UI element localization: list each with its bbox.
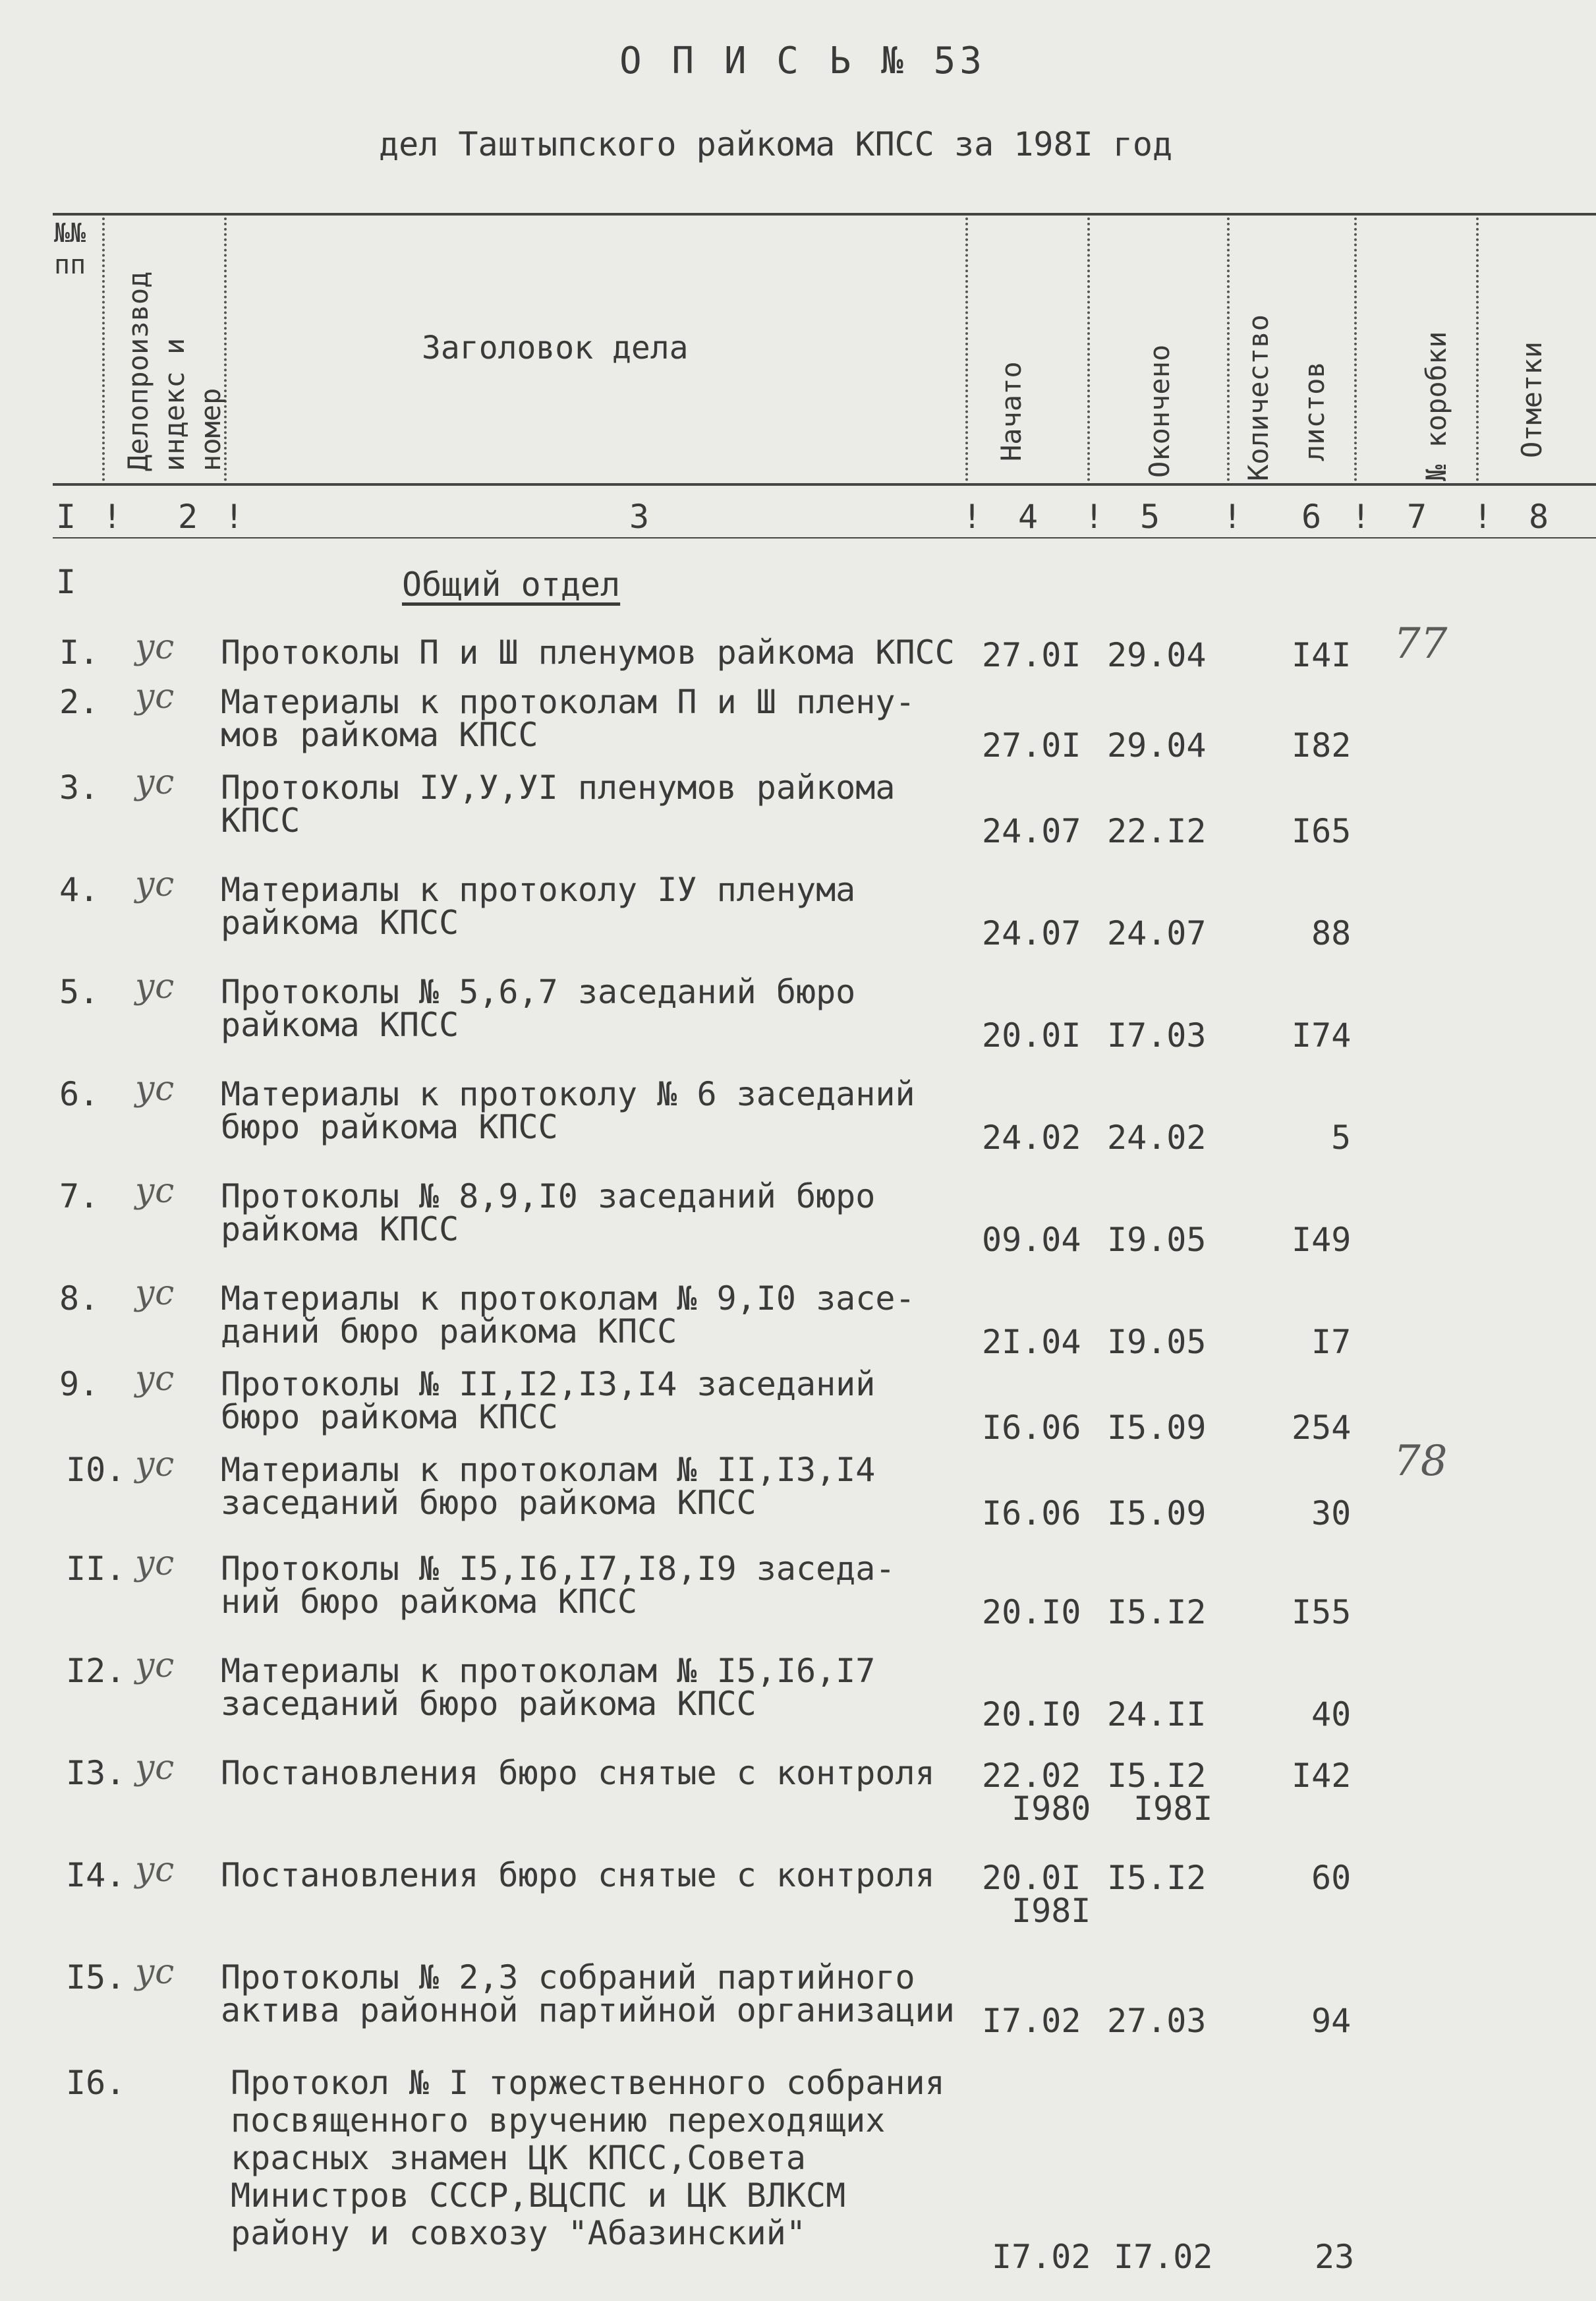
row-end-date: 24.02 [1107,1119,1207,1157]
row-end-date: I5.09 [1107,1494,1207,1532]
row-start-date: 27.0I [982,726,1081,765]
box-number-handwritten: 78 [1394,1437,1448,1486]
index-handwritten: ус [135,1069,175,1109]
header-col-2-line-1: Делопроизвод [122,271,154,471]
row-16-title-line: Министров СССР,ВЦСПС и ЦК ВЛКСМ [231,2176,846,2215]
row-end-date: 22.I2 [1107,812,1207,850]
row-sheet-count: I49 [1292,1221,1352,1259]
row-number: I3. [66,1754,126,1792]
row-end-date: I9.05 [1107,1323,1207,1361]
row-sheet-count: 254 [1292,1409,1352,1447]
row-title-line-1: Материалы к протоколам П и Ш плену- [221,683,915,721]
colnum-sep: ! [1473,498,1493,536]
header-col-7: № коробки [1420,331,1452,481]
index-handwritten: ус [135,1544,175,1583]
row-title-line-2: заседаний бюро райкома КПСС [221,1685,756,1723]
row-title-line-1: Протоколы № 8,9,I0 заседаний бюро [221,1177,876,1215]
col-sep-1 [102,218,105,481]
row-title-line-1: Протоколы П и Ш пленумов райкома КПСС [221,633,955,672]
row-number: I0. [66,1451,126,1489]
colnum-7: 7 [1407,498,1427,536]
row-start-date: I6.06 [982,1409,1081,1447]
header-col-8: Отметки [1516,341,1548,458]
row-title-line-2: актива районной партийной организации [221,1991,955,2029]
row-title-line-2: КПСС [221,801,300,840]
header-col-4: Начато [995,361,1027,461]
col-sep-6 [1354,218,1357,481]
box-number-handwritten: 77 [1394,620,1448,668]
colnum-sep: ! [102,498,123,536]
row-end-date: 27.03 [1107,2002,1207,2040]
row-number: II. [66,1550,126,1588]
index-handwritten: ус [135,1273,175,1313]
row-title-line-1: Постановления бюро снятые с контроля [221,1754,935,1792]
row-number: 7. [59,1177,100,1215]
row-end-date: I7.03 [1107,1016,1207,1055]
row-start-date: 27.0I [982,636,1081,674]
column-numbers-rule [53,537,1596,539]
row-end-date: I5.I2 [1107,1757,1207,1795]
index-handwritten: ус [135,865,175,904]
index-handwritten: ус [135,1646,175,1685]
row-start-date: I6.06 [982,1494,1081,1532]
row-sheet-count: 94 [1311,2002,1352,2040]
index-handwritten: ус [135,1171,175,1211]
row-start-date: 24.07 [982,914,1081,952]
row-title-line-2: бюро райкома КПСС [221,1398,558,1436]
row-sheet-count: I55 [1292,1593,1352,1631]
header-top-rule [53,213,1596,216]
index-handwritten: ус [135,1952,175,1992]
row-sheet-count: I4I [1292,636,1352,674]
col-sep-3 [965,218,968,481]
colnum-sep: ! [962,498,983,536]
colnum-2: 2 [178,498,198,536]
row-start-date: 24.07 [982,812,1081,850]
row-number: I. [59,633,100,672]
row-sheet-count: 60 [1311,1859,1352,1897]
row-title-line-1: Материалы к протоколам № II,I3,I4 [221,1451,876,1489]
index-handwritten: ус [135,1748,175,1788]
row-end-date: 24.II [1107,1695,1207,1733]
row-sheet-count: I42 [1292,1757,1352,1795]
colnum-3: 3 [629,498,650,536]
row-start-year: I980 [1012,1790,1091,1828]
section-number: I [56,563,76,601]
row-sheet-count: 30 [1311,1494,1352,1532]
row-title-line-2: ний бюро райкома КПСС [221,1583,638,1621]
col-sep-7 [1476,218,1479,481]
row-sheet-count: 40 [1311,1695,1352,1733]
row-number: 8. [59,1279,100,1318]
colnum-8: 8 [1529,498,1549,536]
row-end-date: 29.04 [1107,636,1207,674]
row-title-line-1: Протоколы № I5,I6,I7,I8,I9 заседа- [221,1550,896,1588]
colnum-6: 6 [1301,498,1322,536]
row-end-date: 24.07 [1107,914,1207,952]
row-sheet-count: I65 [1292,812,1352,850]
row-number: I4. [66,1856,126,1894]
row-sheet-count: 5 [1331,1119,1352,1157]
row-start-date: 20.I0 [982,1593,1081,1631]
row-end-date: I9.05 [1107,1221,1207,1259]
row-title-line-1: Протоколы № II,I2,I3,I4 заседаний [221,1365,876,1403]
row-16-number: I6. [66,2064,126,2102]
colnum-sep: ! [1222,498,1243,536]
row-number: 5. [59,973,100,1011]
col-sep-5 [1227,218,1230,481]
row-start-date: 24.02 [982,1119,1081,1157]
row-title-line-2: бюро райкома КПСС [221,1108,558,1146]
row-title-line-1: Протоколы IУ,У,УI пленумов райкома [221,769,896,807]
col-sep-4 [1087,218,1090,481]
document-subtitle: дел Таштыпского райкома КПСС за 198I год [379,125,1173,163]
row-end-date: I5.09 [1107,1409,1207,1447]
row-number: 9. [59,1365,100,1403]
header-col-3: Заголовок дела [422,330,689,366]
colnum-sep: ! [1084,498,1104,536]
row-number: I2. [66,1652,126,1690]
document-title: О П И С Ь № 53 [619,40,986,82]
index-handwritten: ус [135,967,175,1006]
row-title-line-1: Материалы к протоколу № 6 заседаний [221,1075,915,1113]
row-16-sheets: 23 [1315,2238,1355,2276]
row-title-line-2: райкома КПСС [221,1006,459,1044]
colnum-4: 4 [1018,498,1039,536]
header-col-2-line-2: индекс и [158,337,190,471]
row-start-date: 20.0I [982,1859,1081,1897]
row-title-line-1: Протоколы № 2,3 собраний партийного [221,1958,915,1996]
row-16-title-line: красных знамен ЦК КПСС,Совета [231,2139,806,2177]
row-start-date: 22.02 [982,1757,1081,1795]
section-title: Общий отдел [402,566,621,604]
row-title-line-2: даний бюро райкома КПСС [221,1312,677,1351]
row-number: 4. [59,871,100,909]
row-sheet-count: 88 [1311,914,1352,952]
index-handwritten: ус [135,763,175,802]
colnum-5: 5 [1140,498,1160,536]
row-title-line-2: райкома КПСС [221,904,459,942]
row-start-date: 2I.04 [982,1323,1081,1361]
row-start-date: I7.02 [982,2002,1081,2040]
header-bottom-rule [53,483,1596,486]
row-16-title-line: Протокол № I торжественного собрания [231,2064,945,2102]
row-title-line-1: Материалы к протоколам № 9,I0 засе- [221,1279,915,1318]
row-number: 6. [59,1075,100,1113]
row-end-date: I5.I2 [1107,1859,1207,1897]
index-handwritten: ус [135,1445,175,1484]
row-16-title-line: посвященного вручению переходящих [231,2101,886,2140]
row-16-start: I7.02 [992,2238,1091,2276]
row-title-line-2: мов райкома КПСС [221,716,538,754]
row-sheet-count: I82 [1292,726,1352,765]
row-end-date: I5.I2 [1107,1593,1207,1631]
index-handwritten: ус [135,627,175,667]
row-start-date: 09.04 [982,1221,1081,1259]
colnum-sep: ! [224,498,244,536]
row-end-date: 29.04 [1107,726,1207,765]
header-col-2-line-3: номер [194,388,227,471]
row-16-end: I7.02 [1114,2238,1213,2276]
row-number: 3. [59,769,100,807]
header-col-5: Окончено [1143,344,1176,478]
row-title-line-1: Протоколы № 5,6,7 заседаний бюро [221,973,856,1011]
row-sheet-count: I74 [1292,1016,1352,1055]
row-start-year: I98I [1012,1892,1091,1930]
row-title-line-2: заседаний бюро райкома КПСС [221,1484,756,1522]
row-sheet-count: I7 [1311,1323,1352,1361]
header-col-6-line-2: листов [1298,361,1330,461]
index-handwritten: ус [135,677,175,716]
row-16-title-line: району и совхозу "Абазинский" [231,2214,806,2252]
row-title-line-1: Постановления бюро снятые с контроля [221,1856,935,1894]
row-title-line-1: Материалы к протоколам № I5,I6,I7 [221,1652,876,1690]
index-handwritten: ус [135,1850,175,1890]
colnum-sep: ! [1351,498,1371,536]
index-handwritten: ус [135,1359,175,1399]
header-col-1: №№ пп [54,218,86,280]
header-col-6-line-1: Количество [1242,314,1274,481]
row-end-year: I98I [1133,1790,1213,1828]
row-start-date: 20.0I [982,1016,1081,1055]
row-number: 2. [59,683,100,721]
row-title-line-2: райкома КПСС [221,1210,459,1248]
colnum-1: I [56,498,76,536]
row-title-line-1: Материалы к протоколу IУ пленума [221,871,856,909]
row-start-date: 20.I0 [982,1695,1081,1733]
row-number: I5. [66,1958,126,1996]
